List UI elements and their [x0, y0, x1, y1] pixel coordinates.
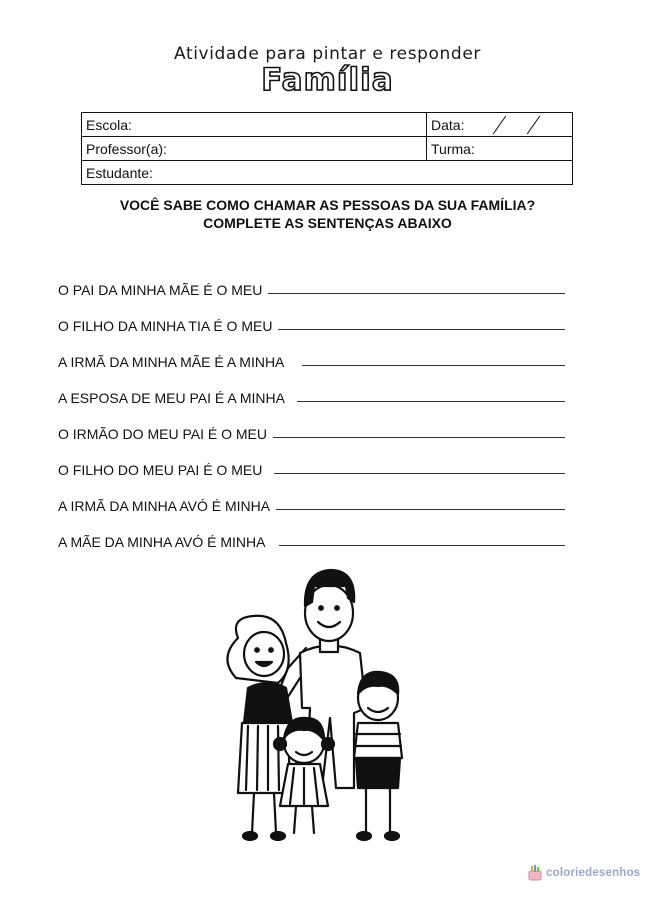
sentence-row [58, 442, 565, 478]
family-illustration-icon [218, 558, 418, 848]
date-slash-1 [493, 116, 506, 135]
teacher-label: Professor(a): [86, 140, 167, 157]
student-label: Estudante: [86, 164, 153, 181]
student-field[interactable] [82, 161, 573, 185]
sentence-row [58, 334, 565, 370]
school-field[interactable] [82, 113, 427, 137]
class-field[interactable] [427, 137, 573, 161]
class-label: Turma: [431, 140, 475, 157]
answer-line[interactable] [268, 293, 565, 294]
sentence-row [58, 298, 565, 334]
instructions-line-1: VOCÊ SABE COMO CHAMAR AS PESSOAS DA SUA FAMÍLIA? [119, 197, 536, 213]
sentence-row [58, 262, 565, 298]
site-logo[interactable] [527, 865, 640, 881]
sentence-text: A IRMÃ DA MINHA MÃE É A MINHA [58, 354, 285, 370]
answer-line[interactable] [276, 509, 565, 510]
paint-cup-icon [527, 865, 543, 881]
date-label: Data: [431, 116, 465, 133]
sentence-row [58, 514, 565, 550]
sentence-text: A MÃE DA MINHA AVÓ É MINHA [58, 534, 266, 550]
sentence-row [58, 370, 565, 406]
instructions-line-2: COMPLETE AS SENTENÇAS ABAIXO [203, 215, 452, 231]
answer-line[interactable] [273, 437, 565, 438]
sentence-text: O IRMÃO DO MEU PAI É O MEU [58, 426, 267, 442]
teacher-field[interactable] [82, 137, 427, 161]
answer-line[interactable] [302, 365, 565, 366]
date-field[interactable] [427, 113, 573, 137]
sentence-row [58, 406, 565, 442]
sentence-text: O FILHO DA MINHA TIA É O MEU [58, 318, 273, 334]
sentence-text: A ESPOSA DE MEU PAI É A MINHA [58, 390, 285, 406]
sentence-text: O FILHO DO MEU PAI É O MEU [58, 462, 263, 478]
school-label: Escola: [86, 116, 132, 133]
answer-line[interactable] [297, 401, 565, 402]
info-table [81, 112, 573, 185]
answer-line[interactable] [278, 329, 565, 330]
subtitle: Atividade para pintar e responder [174, 44, 481, 64]
sentence-row [58, 478, 565, 514]
date-slash-2 [527, 116, 540, 135]
sentence-text: A IRMÃ DA MINHA AVÓ É MINHA [58, 498, 271, 514]
logo-text: coloriedesenhos [546, 867, 641, 879]
son-figure [354, 672, 402, 840]
answer-line[interactable] [274, 473, 565, 474]
instructions [0, 196, 655, 232]
sentence-text: O PAI DA MINHA MÃE É O MEU [58, 282, 263, 298]
page-title: Família [261, 62, 394, 98]
sentence-list [58, 262, 565, 550]
answer-line[interactable] [279, 545, 565, 546]
